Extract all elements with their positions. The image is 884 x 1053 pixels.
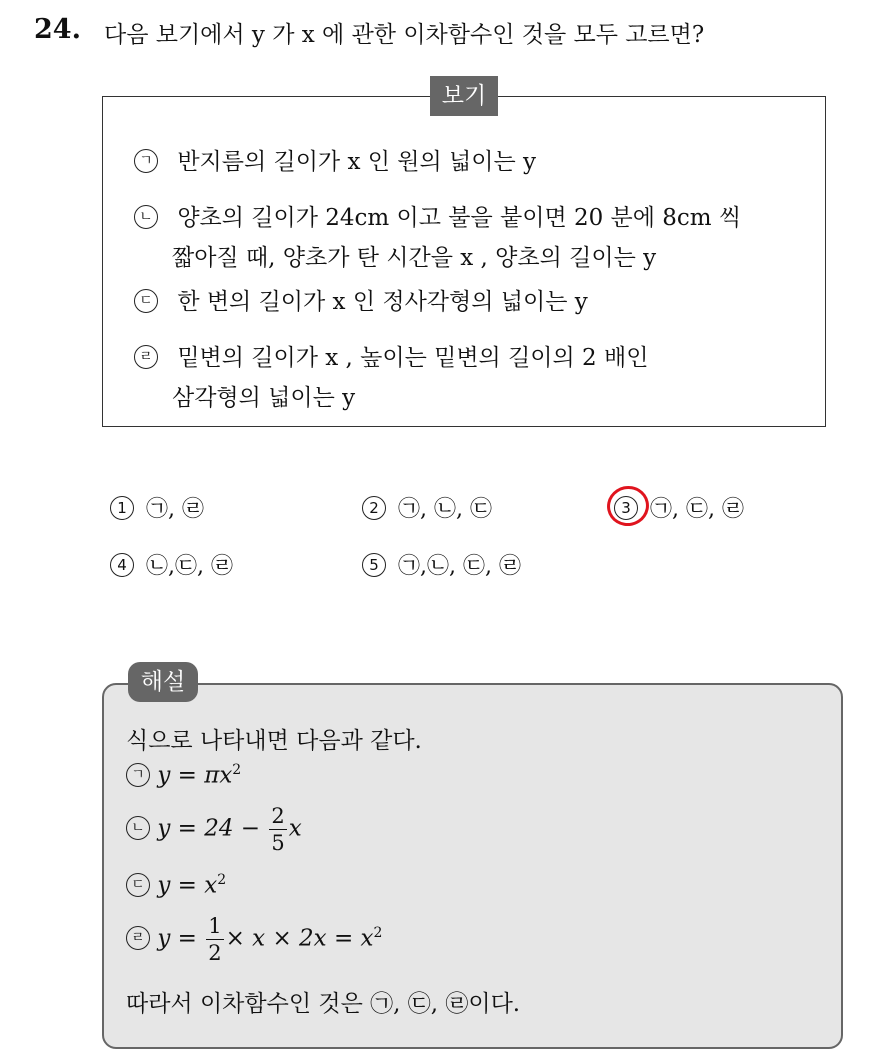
symbol-nieun: ㄴ [134,205,158,229]
bogi-item-1 [134,142,536,182]
bogi-item-text-cont: 짧아질 때, 양초가 탄 시간을 x , 양초의 길이는 y [172,245,657,271]
eq-rhs: πx [204,762,233,789]
denominator: 2 [208,941,222,965]
choice-number: 4 [110,553,134,577]
fraction [269,803,286,856]
equation-1 [126,762,241,789]
choice-text: ㉠, ㉣ [146,497,204,522]
symbol-giyeok: ㄱ [126,763,150,787]
choice-4[interactable] [110,549,233,580]
bogi-title: 보기 [430,76,498,116]
choice-number: 1 [110,496,134,520]
bogi-item-text: 한 변의 길이가 x 인 정사각형의 넓이는 y [177,289,588,315]
eq-rhs: x [204,872,218,899]
symbol-giyeok: ㄱ [134,149,158,173]
equation-4 [126,913,382,966]
choice-text: ㉠, ㉢, ㉣ [650,497,744,522]
eq-lhs: y = [157,762,205,789]
eq-exponent: 2 [373,924,383,941]
fraction [206,913,223,966]
symbol-nieun: ㄴ [126,816,150,840]
choice-number: 3 [614,496,638,520]
equation-2 [126,803,302,856]
bogi-item-2 [134,198,741,278]
denominator: 5 [271,831,285,855]
choice-text: ㉡,㉢, ㉣ [146,554,233,579]
bogi-item-text: 밑변의 길이가 x , 높이는 밑변의 길이의 2 배인 [177,345,649,371]
question-text: 다음 보기에서 y 가 x 에 관한 이차함수인 것을 모두 고르면? [104,22,705,48]
eq-exponent: 2 [232,762,242,778]
choice-number: 5 [362,553,386,577]
numerator: 2 [271,804,285,828]
bogi-item-text-cont: 삼각형의 넓이는 y [172,385,356,411]
eq-rhs: × x × 2x = x [225,925,374,952]
choice-1[interactable] [110,492,204,523]
question-number: 24. [34,14,81,45]
choice-text: ㉠, ㉡, ㉢ [398,497,492,522]
choice-text: ㉠,㉡, ㉢, ㉣ [398,554,521,579]
symbol-rieul: ㄹ [134,345,158,369]
explanation-title: 해설 [128,662,198,702]
bogi-item-3 [134,282,588,322]
symbol-digeut: ㄷ [126,873,150,897]
bogi-item-text: 양초의 길이가 24cm 이고 불을 붙이면 20 분에 8cm 씩 [177,205,742,231]
choice-number: 2 [362,496,386,520]
bogi-item-4 [134,338,648,418]
bogi-item-text: 반지름의 길이가 x 인 원의 넓이는 y [177,149,536,175]
choice-2[interactable] [362,492,492,523]
choice-5[interactable] [362,549,521,580]
explanation-conclusion: 따라서 이차함수인 것은 ㉠, ㉢, ㉣이다. [126,991,521,1017]
explanation-intro: 식으로 나타내면 다음과 같다. [126,728,422,754]
equation-3 [126,872,226,899]
eq-lhs: y = 24 − [157,815,268,842]
eq-exponent: 2 [217,872,227,888]
symbol-rieul: ㄹ [126,926,150,950]
symbol-digeut: ㄷ [134,289,158,313]
eq-lhs: y = [157,925,205,952]
eq-lhs: y = [157,872,205,899]
numerator: 1 [208,914,222,938]
eq-rhs: x [288,815,302,842]
